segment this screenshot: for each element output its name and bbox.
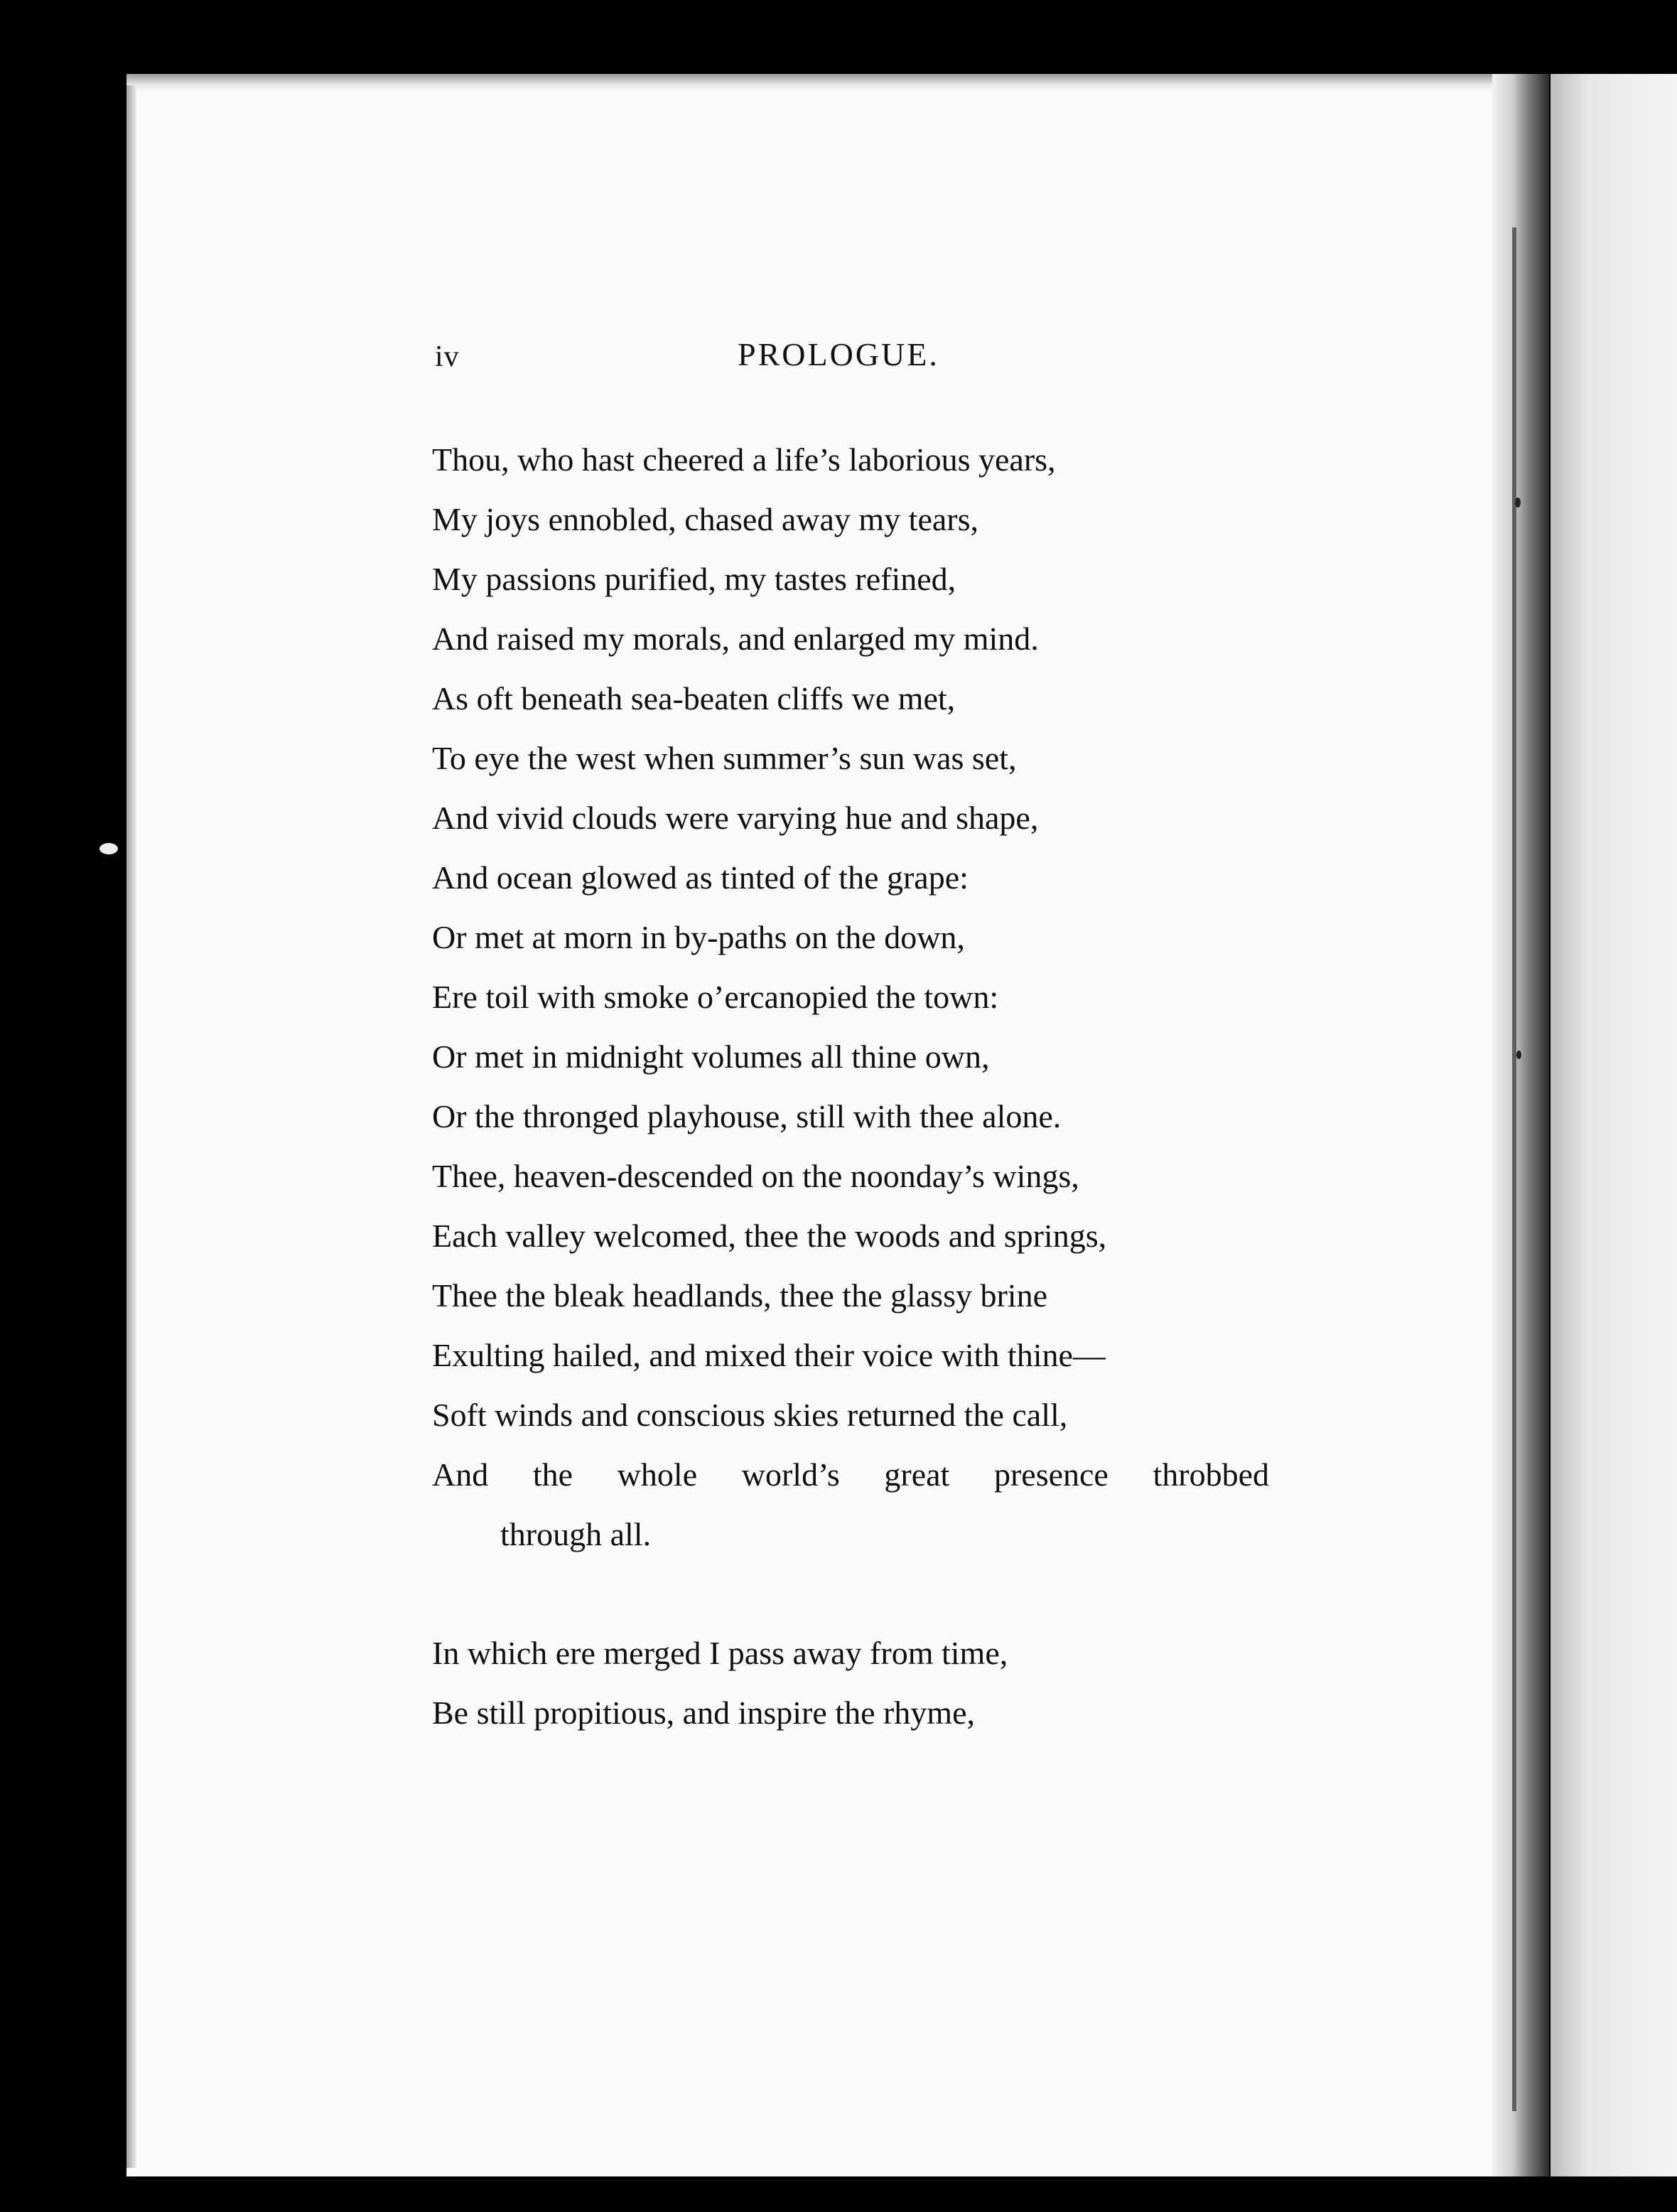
facing-page-edge — [1551, 74, 1677, 2176]
page-left-edge — [126, 85, 136, 2168]
verse-line: Or met at morn in by-paths on the down, — [432, 919, 965, 955]
page-top-edge — [126, 74, 1519, 92]
gutter-shadow-line — [1512, 227, 1516, 2111]
running-title: PROLOGUE. — [738, 336, 939, 372]
stanza — [432, 430, 1269, 1564]
binding-gutter — [1492, 74, 1549, 2176]
verse-line: Or the thronged playhouse, still with thee alone. — [432, 1098, 1062, 1134]
verse-line: As oft beneath sea-beaten cliffs we met, — [432, 680, 956, 716]
verse-line: And the whole world’s great presence throbbed — [432, 1456, 1269, 1493]
verse-line: And ocean glowed as tinted of the grape: — [432, 859, 969, 896]
verse-line: My passions purified, my tastes refined, — [432, 561, 956, 597]
verse-line: Each valley welcomed, thee the woods and springs, — [432, 1218, 1107, 1254]
scan-speck — [1516, 1051, 1521, 1059]
verse-line: Exulting hailed, and mixed their voice with thine— — [432, 1337, 1106, 1373]
verse-line: Thee, heaven-descended on the noonday’s wings, — [432, 1158, 1079, 1194]
verse-line: Ere toil with smoke o’ercanopied the town: — [432, 979, 999, 1015]
verse-line: My joys ennobled, chased away my tears, — [432, 501, 979, 537]
verse-line: And vivid clouds were varying hue and shape, — [432, 800, 1039, 836]
verse-line: Thee the bleak headlands, thee the glassy brine — [432, 1277, 1048, 1314]
verse-line: Soft winds and conscious skies returned the call, — [432, 1397, 1068, 1433]
stanza — [432, 1623, 1008, 1743]
verse-line-continuation: through all. — [500, 1516, 652, 1552]
verse-line: Or met in midnight volumes all thine own, — [432, 1038, 990, 1075]
verse-line: Thou, who hast cheered a life’s laborious years, — [432, 441, 1056, 478]
scan-speck — [99, 843, 118, 854]
verse-line: Be still propitious, and inspire the rhyme, — [432, 1695, 976, 1731]
verse-line: To eye the west when summer’s sun was set, — [432, 740, 1017, 776]
page-number: iv — [435, 340, 460, 373]
verse-line: And raised my morals, and enlarged my mind. — [432, 621, 1039, 657]
verse-line: In which ere merged I pass away from time, — [432, 1635, 1008, 1671]
scan-speck — [1515, 498, 1521, 508]
